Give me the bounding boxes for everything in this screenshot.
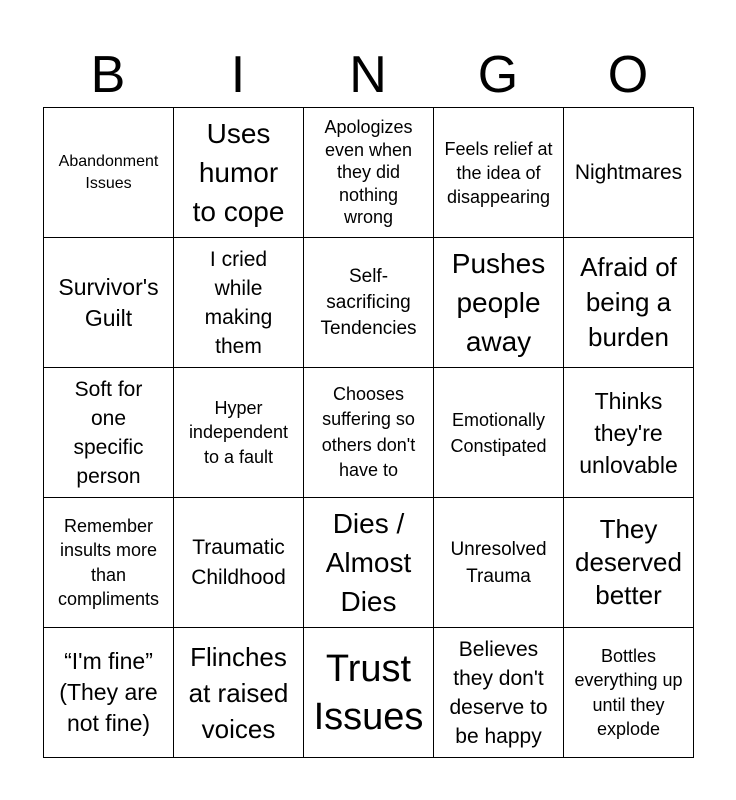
cell-text: Uses humor to cope: [192, 118, 285, 227]
cell-text: Nightmares: [574, 160, 683, 184]
cell-text: Self-sacrificing Tendencies: [320, 265, 417, 339]
header-letter-g: G: [477, 46, 519, 104]
bingo-cell[interactable]: [304, 238, 434, 368]
cell-text: Bottles everything up until they explode: [574, 645, 683, 739]
cell-text: Remember insults more than compliments: [57, 515, 160, 609]
cell-text: Chooses suffering so others don't have to: [321, 383, 416, 480]
cell-text: Emotionally Constipated: [450, 409, 547, 456]
cell-text: Survivor's Guilt: [58, 273, 159, 331]
bingo-cell[interactable]: [44, 238, 174, 368]
bingo-cell[interactable]: [304, 368, 434, 498]
cell-text: Afraid of being a burden: [580, 252, 677, 352]
cell-text: Feels relief at the idea of disappearing: [444, 138, 553, 207]
bingo-cell[interactable]: [434, 498, 564, 628]
bingo-cell[interactable]: [304, 628, 434, 758]
bingo-cell[interactable]: [564, 238, 694, 368]
cell-text: I cried while making them: [204, 247, 273, 358]
bingo-cell[interactable]: [174, 498, 304, 628]
header-letter-n: N: [349, 46, 387, 104]
cell-text: Traumatic Childhood: [191, 535, 286, 589]
bingo-cell[interactable]: [564, 628, 694, 758]
bingo-cell[interactable]: [564, 498, 694, 628]
cell-text: They deserved better: [575, 514, 682, 610]
bingo-cell[interactable]: [174, 108, 304, 238]
cell-text: Flinches at raised voices: [188, 641, 289, 744]
cell-text: Trust Issues: [313, 647, 424, 738]
cell-text: Believes they don't deserve to be happy: [449, 637, 548, 748]
bingo-cell[interactable]: [44, 498, 174, 628]
bingo-cell[interactable]: [174, 238, 304, 368]
cell-text: Abandonment Issues: [58, 152, 159, 192]
bingo-cell[interactable]: [44, 108, 174, 238]
cell-text: Hyper independent to a fault: [188, 397, 289, 467]
cell-text: Pushes people away: [451, 248, 546, 357]
bingo-cell[interactable]: [44, 368, 174, 498]
bingo-cell[interactable]: [434, 238, 564, 368]
header-letter-b: B: [90, 46, 126, 104]
bingo-cell[interactable]: [304, 108, 434, 238]
bingo-cell[interactable]: [174, 628, 304, 758]
cell-text: Soft for one specific person: [73, 377, 144, 488]
cell-text: “I'm fine” (They are not fine): [59, 648, 158, 736]
bingo-board: [43, 107, 694, 758]
cell-text: Dies / Almost Dies: [325, 508, 412, 617]
bingo-cell[interactable]: [564, 368, 694, 498]
bingo-cell[interactable]: [44, 628, 174, 758]
cell-text: Apologizes even when they did nothing wrong: [324, 117, 413, 228]
bingo-cell[interactable]: [174, 368, 304, 498]
bingo-cell[interactable]: [434, 108, 564, 238]
header-letter-i: I: [230, 46, 246, 104]
cell-text: Unresolved Trauma: [450, 538, 547, 587]
bingo-cell[interactable]: [564, 108, 694, 238]
header-letter-o: O: [607, 46, 649, 104]
bingo-header: [43, 44, 693, 106]
bingo-cell[interactable]: [434, 628, 564, 758]
bingo-cell[interactable]: [304, 498, 434, 628]
bingo-cell[interactable]: [434, 368, 564, 498]
cell-text: Thinks they're unlovable: [579, 387, 678, 478]
